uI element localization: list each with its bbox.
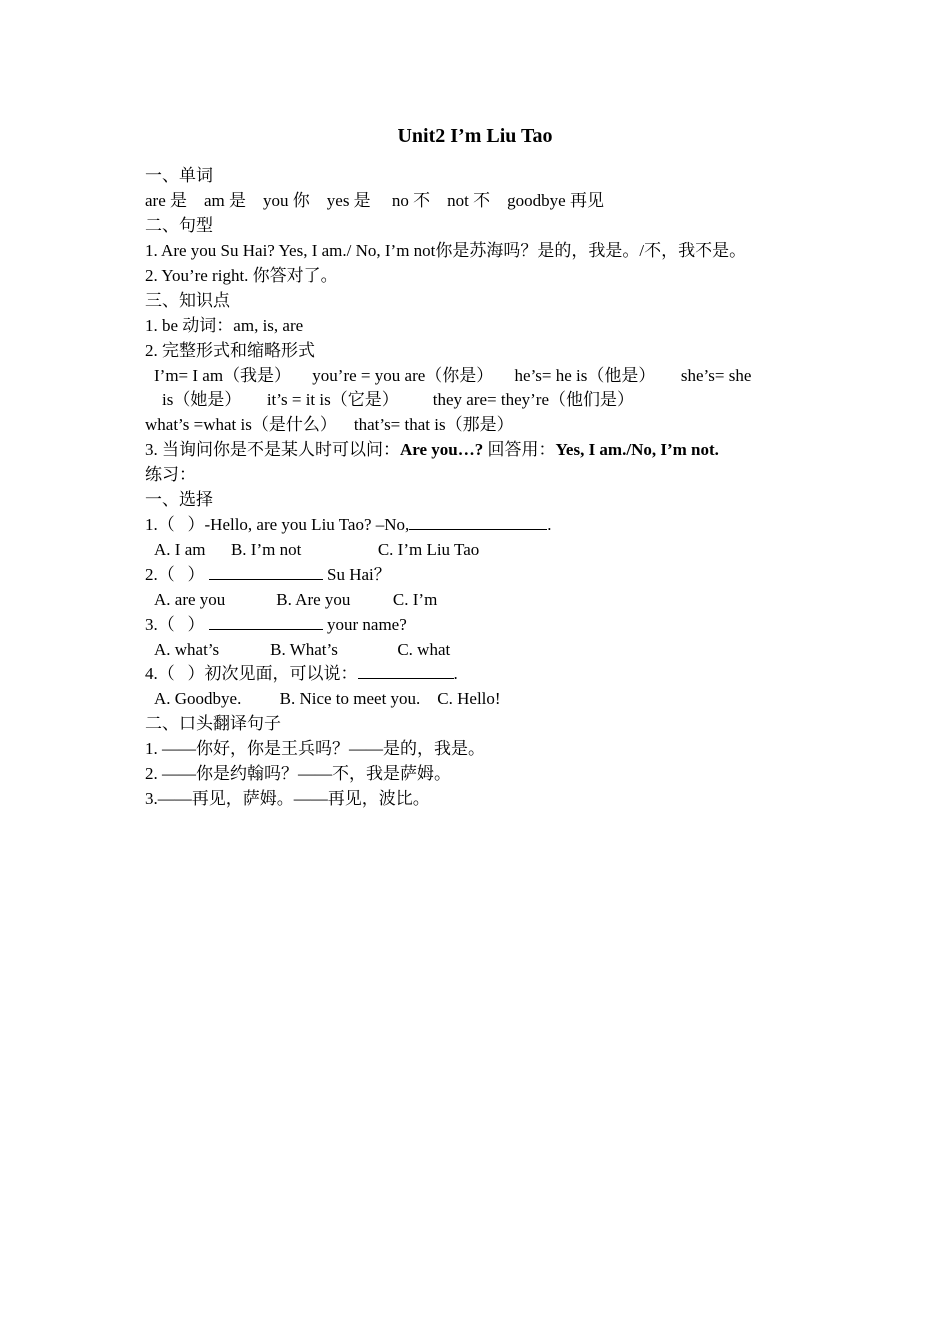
- practice-heading: 练习：: [145, 465, 196, 484]
- answer-blank: [209, 564, 323, 580]
- question-2: [145, 564, 391, 588]
- question-2-end: Su Hai？: [322, 565, 391, 584]
- question-4-text: 4.（ ）初次见面，可以说：: [145, 664, 358, 683]
- knowledge-line-3: I’m= I am（我是） you’re = you are（你是） he’s= he is（他是） she’s= she: [154, 366, 752, 385]
- question-1-options: A. I am B. I’m not C. I’m Liu Tao: [154, 540, 480, 559]
- knowledge-line-1: 1. be 动词：am, is, are: [145, 316, 304, 335]
- section-choice-heading: 一、选择: [145, 490, 213, 509]
- answer-pattern: Yes, I am./No, I’m not.: [555, 440, 719, 459]
- answer-blank: [209, 614, 323, 630]
- answer-blank: [358, 663, 454, 679]
- oral-line-2: 2. ——你是约翰吗？——不，我是萨姆。: [145, 764, 451, 783]
- question-3: [145, 614, 407, 638]
- section-sentence-heading: 二、句型: [145, 216, 213, 235]
- sentence-line-1: 1. Are you Su Hai? Yes, I am./ No, I’m not你是苏海吗？是的，我是。/不，我不是。: [145, 241, 747, 260]
- oral-line-3: 3.——再见，萨姆。——再见，波比。: [145, 789, 430, 808]
- section-knowledge-heading: 三、知识点: [145, 291, 230, 310]
- question-3-end: your name?: [322, 615, 407, 634]
- knowledge-line-6-mid: 回答用：: [483, 440, 556, 459]
- vocab-line: are 是 am 是 you 你 yes 是 no 不 not 不 goodbye 再见: [145, 191, 604, 210]
- knowledge-line-6-text: 3. 当询问你是不是某人时可以问：: [145, 440, 400, 459]
- section-oral-heading: 二、口头翻译句子: [145, 714, 281, 733]
- knowledge-line-5: what’s =what is（是什么） that’s= that is（那是）: [145, 415, 514, 434]
- question-pattern: Are you…?: [400, 440, 484, 459]
- question-1: [145, 514, 552, 538]
- question-1-text: 1.（ ）-Hello, are you Liu Tao? –No,: [145, 515, 410, 534]
- knowledge-line-2: 2. 完整形式和缩略形式: [145, 341, 315, 360]
- section-vocab-heading: 一、单词: [145, 166, 213, 185]
- question-4-end: .: [453, 664, 458, 683]
- question-2-text: 2.（ ）: [145, 565, 209, 584]
- question-4: [145, 663, 458, 687]
- answer-blank: [409, 514, 547, 530]
- sentence-line-2: 2. You’re right. 你答对了。: [145, 266, 338, 285]
- question-4-options: A. Goodbye. B. Nice to meet you. C. Hello!: [154, 689, 501, 708]
- knowledge-line-4: is（她是） it’s = it is（它是） they are= they’re（他们是）: [162, 390, 634, 409]
- knowledge-line-6: [145, 439, 719, 463]
- question-1-end: .: [547, 515, 552, 534]
- question-3-options: A. what’s B. What’s C. what: [154, 640, 451, 659]
- document-title: Unit2 I’m Liu Tao: [397, 125, 553, 147]
- question-2-options: A. are you B. Are you C. I’m: [154, 590, 438, 609]
- question-3-text: 3.（ ）: [145, 615, 209, 634]
- oral-line-1: 1. ——你好，你是王兵吗？——是的，我是。: [145, 739, 485, 758]
